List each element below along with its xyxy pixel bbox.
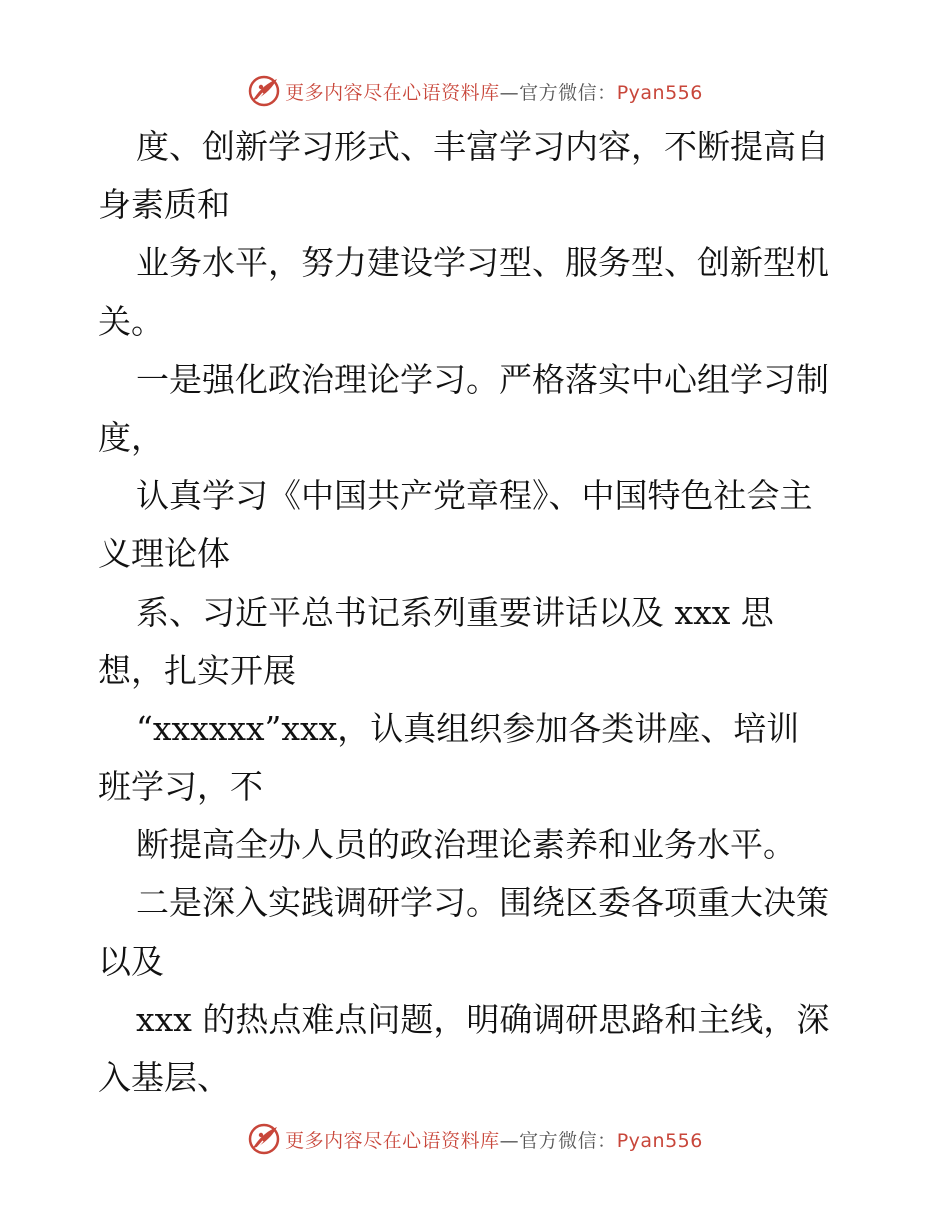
footer-text (285, 1126, 703, 1153)
document-body (98, 118, 858, 1107)
text-line: 度， (98, 417, 164, 457)
text-line: 以及 (98, 941, 164, 981)
text-line: 想，扎实开展 (98, 650, 296, 690)
quill-pen-logo-icon (247, 1122, 281, 1156)
text-line: 关。 (98, 301, 164, 341)
footer-brand: 更多内容尽在心语资料库 (285, 1129, 500, 1152)
footer-banner (0, 1119, 950, 1159)
text-line: 入基层、 (98, 1058, 230, 1097)
text-line: 系、习近平总书记系列重要讲话以及 xxx 思 (136, 592, 774, 632)
text-line: 二是深入实践调研学习。围绕区委各项重大决策 (136, 883, 829, 923)
header-wechat-id: Pyan556 (616, 81, 703, 104)
header-text (285, 78, 703, 105)
text-line: 班学习，不 (98, 767, 263, 807)
text-line: 认真学习《中国共产党章程》、中国特色社会主 (136, 476, 813, 516)
text-line: 义理论体 (98, 534, 230, 574)
quill-pen-logo-icon (247, 74, 281, 108)
text-line: xxx 的热点难点问题，明确调研思路和主线，深 (136, 999, 830, 1039)
text-line: 断提高全办人员的政治理论素养和业务水平。 (136, 825, 796, 865)
footer-wechat-label: 官方微信： (519, 1129, 617, 1152)
footer-separator: — (499, 1129, 520, 1152)
text-line: 一是强化政治理论学习。严格落实中心组学习制 (136, 359, 829, 399)
text-line: 身素质和 (98, 185, 230, 225)
text-line: 度、创新学习形式、丰富学习内容，不断提高自 (136, 127, 829, 166)
header-wechat-label: 官方微信： (519, 81, 617, 104)
text-line: “xxxxxx”xxx，认真组织参加各类讲座、培训 (136, 708, 800, 748)
header-separator: — (499, 81, 520, 104)
header-brand: 更多内容尽在心语资料库 (285, 81, 500, 104)
text-line: 业务水平，努力建设学习型、服务型、创新型机 (136, 243, 829, 283)
footer-wechat-id: Pyan556 (616, 1129, 703, 1152)
header-banner (0, 71, 950, 111)
